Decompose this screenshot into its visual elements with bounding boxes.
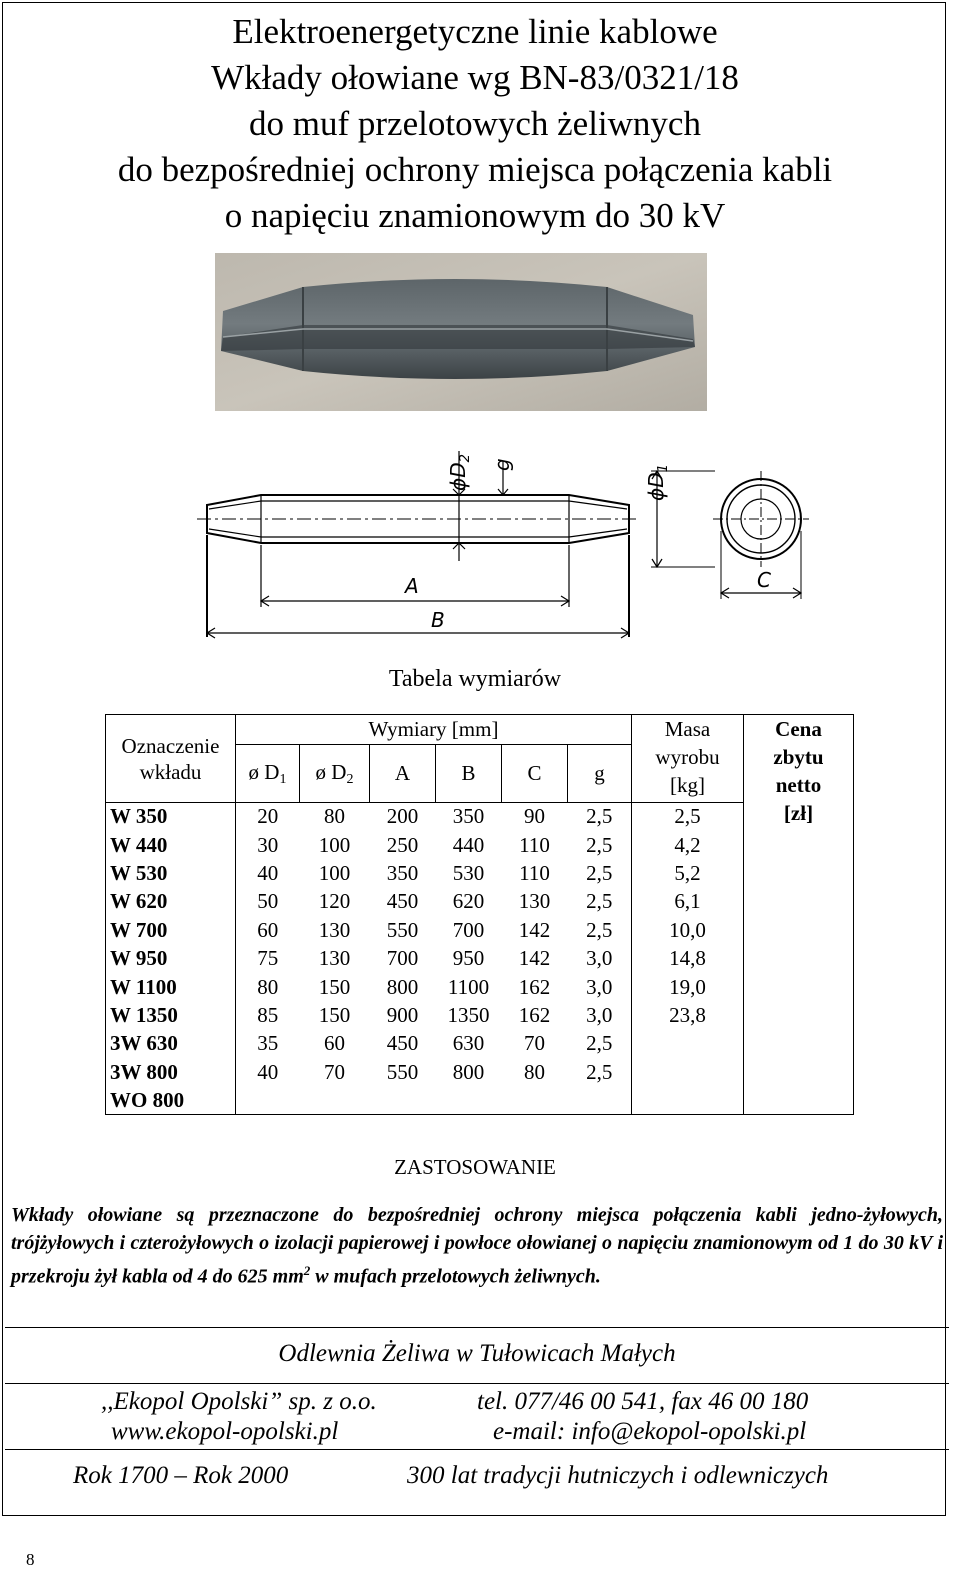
table-cell: 700 xyxy=(452,917,485,942)
tradition-text: 300 lat tradycji hutniczych i odlewniczych xyxy=(407,1462,829,1489)
table-cell: 40 xyxy=(257,860,279,885)
phone-fax: tel. 077/46 00 541, fax 46 00 180 xyxy=(477,1388,809,1415)
table-cell: 10,0 xyxy=(632,916,744,944)
table-cell: 350 xyxy=(386,860,419,885)
table-cell xyxy=(632,1086,744,1114)
table-cell: 70 xyxy=(324,1059,345,1084)
row-designation: W 1350 xyxy=(106,1001,236,1029)
table-cell xyxy=(300,1086,370,1114)
table-cell xyxy=(568,1086,632,1114)
table-cell: 2,5 xyxy=(632,803,744,831)
table-cell: 162 xyxy=(518,974,551,999)
product-photo xyxy=(215,253,707,411)
row-designation: W 950 xyxy=(106,944,236,972)
footer-contact xyxy=(5,1383,949,1449)
table-cell: 1350 xyxy=(447,1002,490,1027)
table-cell: 80 xyxy=(324,804,345,829)
table-cell xyxy=(632,1058,744,1086)
table-cell xyxy=(632,1030,744,1058)
table-cell xyxy=(370,1086,436,1114)
table-row xyxy=(106,1030,854,1058)
page-frame xyxy=(2,2,946,1516)
table-cell: 2,5 xyxy=(568,831,632,859)
table-cell: 3,0 xyxy=(568,973,632,1001)
dimensions-table xyxy=(105,714,854,1115)
table-cell: 350 xyxy=(452,804,485,829)
table-cell: 23,8 xyxy=(632,1001,744,1029)
table-cell: 75 xyxy=(257,946,279,971)
table-cell: 30 xyxy=(257,832,279,857)
table-cell: 60 xyxy=(257,917,279,942)
foundry-name: Odlewnia Żeliwa w Tułowicach Małych xyxy=(278,1340,676,1367)
table-cell: 40 xyxy=(257,1059,279,1084)
table-cell: 450 xyxy=(386,1031,419,1056)
row-designation: W 1100 xyxy=(106,973,236,1001)
table-cell: 120 xyxy=(318,889,351,914)
label-a: A xyxy=(405,574,419,598)
title-line-2: Wkłady ołowiane wg BN-83/0321/18 xyxy=(211,58,739,97)
row-designation: W 440 xyxy=(106,831,236,859)
table-row xyxy=(106,831,854,859)
title-line-4: do bezpośredniej ochrony miejsca połączenia kabli xyxy=(117,150,833,189)
table-cell: 19,0 xyxy=(632,973,744,1001)
label-d2: $\phi D_2$ xyxy=(446,454,473,491)
col-b: B xyxy=(436,745,502,803)
table-cell: 80 xyxy=(257,974,279,999)
page-number: 8 xyxy=(26,1550,35,1569)
table-row xyxy=(106,1086,854,1114)
table-cell: 800 xyxy=(386,974,419,999)
table-row xyxy=(106,888,854,916)
table-cell: 5,2 xyxy=(632,859,744,887)
col-d2: ø D2 xyxy=(300,745,370,803)
row-designation: 3W 630 xyxy=(106,1030,236,1058)
table-cell: 150 xyxy=(318,974,351,999)
table-cell: 85 xyxy=(257,1002,279,1027)
table-cell: 550 xyxy=(386,917,419,942)
table-cell: 80 xyxy=(524,1059,545,1084)
table-cell: 100 xyxy=(318,860,351,885)
title-line-1: Elektroenergetyczne linie kablowe xyxy=(232,12,718,51)
table-cell: 150 xyxy=(318,1002,351,1027)
col-a: A xyxy=(370,745,436,803)
table-cell: 14,8 xyxy=(632,944,744,972)
row-designation: WO 800 xyxy=(106,1086,236,1114)
table-cell: 620 xyxy=(452,889,485,914)
table-cell: 2,5 xyxy=(568,916,632,944)
row-designation: 3W 800 xyxy=(106,1058,236,1086)
table-row xyxy=(106,859,854,887)
table-cell: 20 xyxy=(257,804,279,829)
table-cell: 50 xyxy=(257,889,279,914)
table-cell: 70 xyxy=(524,1031,545,1056)
col-price: Cena zbytu netto [zł] xyxy=(744,715,854,1115)
table-cell: 100 xyxy=(318,832,351,857)
table-cell: 2,5 xyxy=(568,1030,632,1058)
table-cell: 162 xyxy=(518,1002,551,1027)
table-cell: 3,0 xyxy=(568,1001,632,1029)
table-cell: 3,0 xyxy=(568,944,632,972)
technical-drawing xyxy=(197,431,817,651)
table-cell: 950 xyxy=(452,946,485,971)
row-designation: W 530 xyxy=(106,859,236,887)
email-link[interactable]: e-mail: info@ekopol-opolski.pl xyxy=(493,1418,807,1445)
table-cell: 2,5 xyxy=(568,1058,632,1086)
table-cell: 2,5 xyxy=(568,859,632,887)
table-cell: 130 xyxy=(518,889,551,914)
col-c: C xyxy=(502,745,568,803)
table-cell: 4,2 xyxy=(632,831,744,859)
table-cell: 200 xyxy=(386,804,419,829)
col-d1: ø D1 xyxy=(236,745,300,803)
table-cell: 550 xyxy=(386,1059,419,1084)
usage-description: Wkłady ołowiane są przeznaczone do bezpośredniej ochrony miejsca połączenia kabli jedno-żyłowych, trójżyłowych i czterożyłowych o izolacji papierowej i powłoce ołowianej o napięciu znamionowym od 1 do 30 kV i przekroju żył kabla od 4 do 625 $mm^2$ w mufach przelotowych żeliwnych. xyxy=(11,1204,943,1288)
label-c: C xyxy=(757,568,771,592)
table-cell: 630 xyxy=(452,1031,485,1056)
company-name: ,,Ekopol Opolski” sp. z o.o. xyxy=(101,1388,377,1415)
table-cell: 900 xyxy=(386,1002,419,1027)
table-cell xyxy=(502,1086,568,1114)
years-text: Rok 1700 – Rok 2000 xyxy=(73,1462,289,1489)
table-row xyxy=(106,973,854,1001)
table-cell: 142 xyxy=(518,946,551,971)
table-cell: 1100 xyxy=(447,974,490,999)
label-b: B xyxy=(431,608,445,632)
col-designation: Oznaczenie wkładu xyxy=(106,715,236,803)
title-line-5: o napięciu znamionowym do 30 kV xyxy=(224,196,726,235)
table-cell: 440 xyxy=(452,832,485,857)
table-cell: 130 xyxy=(318,946,351,971)
table-cell: 110 xyxy=(519,832,550,857)
table-cell: 6,1 xyxy=(632,888,744,916)
table-row xyxy=(106,803,854,831)
table-cell: 800 xyxy=(452,1059,485,1084)
label-g: g xyxy=(490,458,514,471)
col-mass: Masa wyrobu [kg] xyxy=(632,715,744,803)
table-cell: 130 xyxy=(318,917,351,942)
row-designation: W 700 xyxy=(106,916,236,944)
footer-tradition xyxy=(5,1449,949,1515)
row-designation: W 350 xyxy=(106,803,236,831)
website-link[interactable]: www.ekopol-opolski.pl xyxy=(111,1418,339,1445)
document-title xyxy=(3,9,947,239)
col-dimensions: Wymiary [mm] xyxy=(236,715,632,745)
table-cell: 60 xyxy=(324,1031,345,1056)
table-cell: 450 xyxy=(386,889,419,914)
table-cell xyxy=(436,1086,502,1114)
table-cell: 110 xyxy=(519,860,550,885)
title-line-3: do muf przelotowych żeliwnych xyxy=(249,104,701,143)
table-cell: 700 xyxy=(386,946,419,971)
label-d1: $\phi D_1$ xyxy=(644,464,671,501)
table-cell: 250 xyxy=(386,832,419,857)
table-row xyxy=(106,1001,854,1029)
table-cell: 142 xyxy=(518,917,551,942)
footer-foundry xyxy=(5,1327,949,1383)
row-designation: W 620 xyxy=(106,888,236,916)
table-row xyxy=(106,916,854,944)
table-cell: 530 xyxy=(452,860,485,885)
table-cell xyxy=(236,1086,300,1114)
table-row xyxy=(106,944,854,972)
table-cell: 35 xyxy=(257,1031,279,1056)
table-cell: 2,5 xyxy=(568,803,632,831)
usage-heading: ZASTOSOWANIE xyxy=(394,1155,556,1179)
table-cell: 90 xyxy=(524,804,545,829)
table-cell: 2,5 xyxy=(568,888,632,916)
table-heading: Tabela wymiarów xyxy=(388,666,562,692)
col-g: g xyxy=(568,745,632,803)
table-row xyxy=(106,1058,854,1086)
